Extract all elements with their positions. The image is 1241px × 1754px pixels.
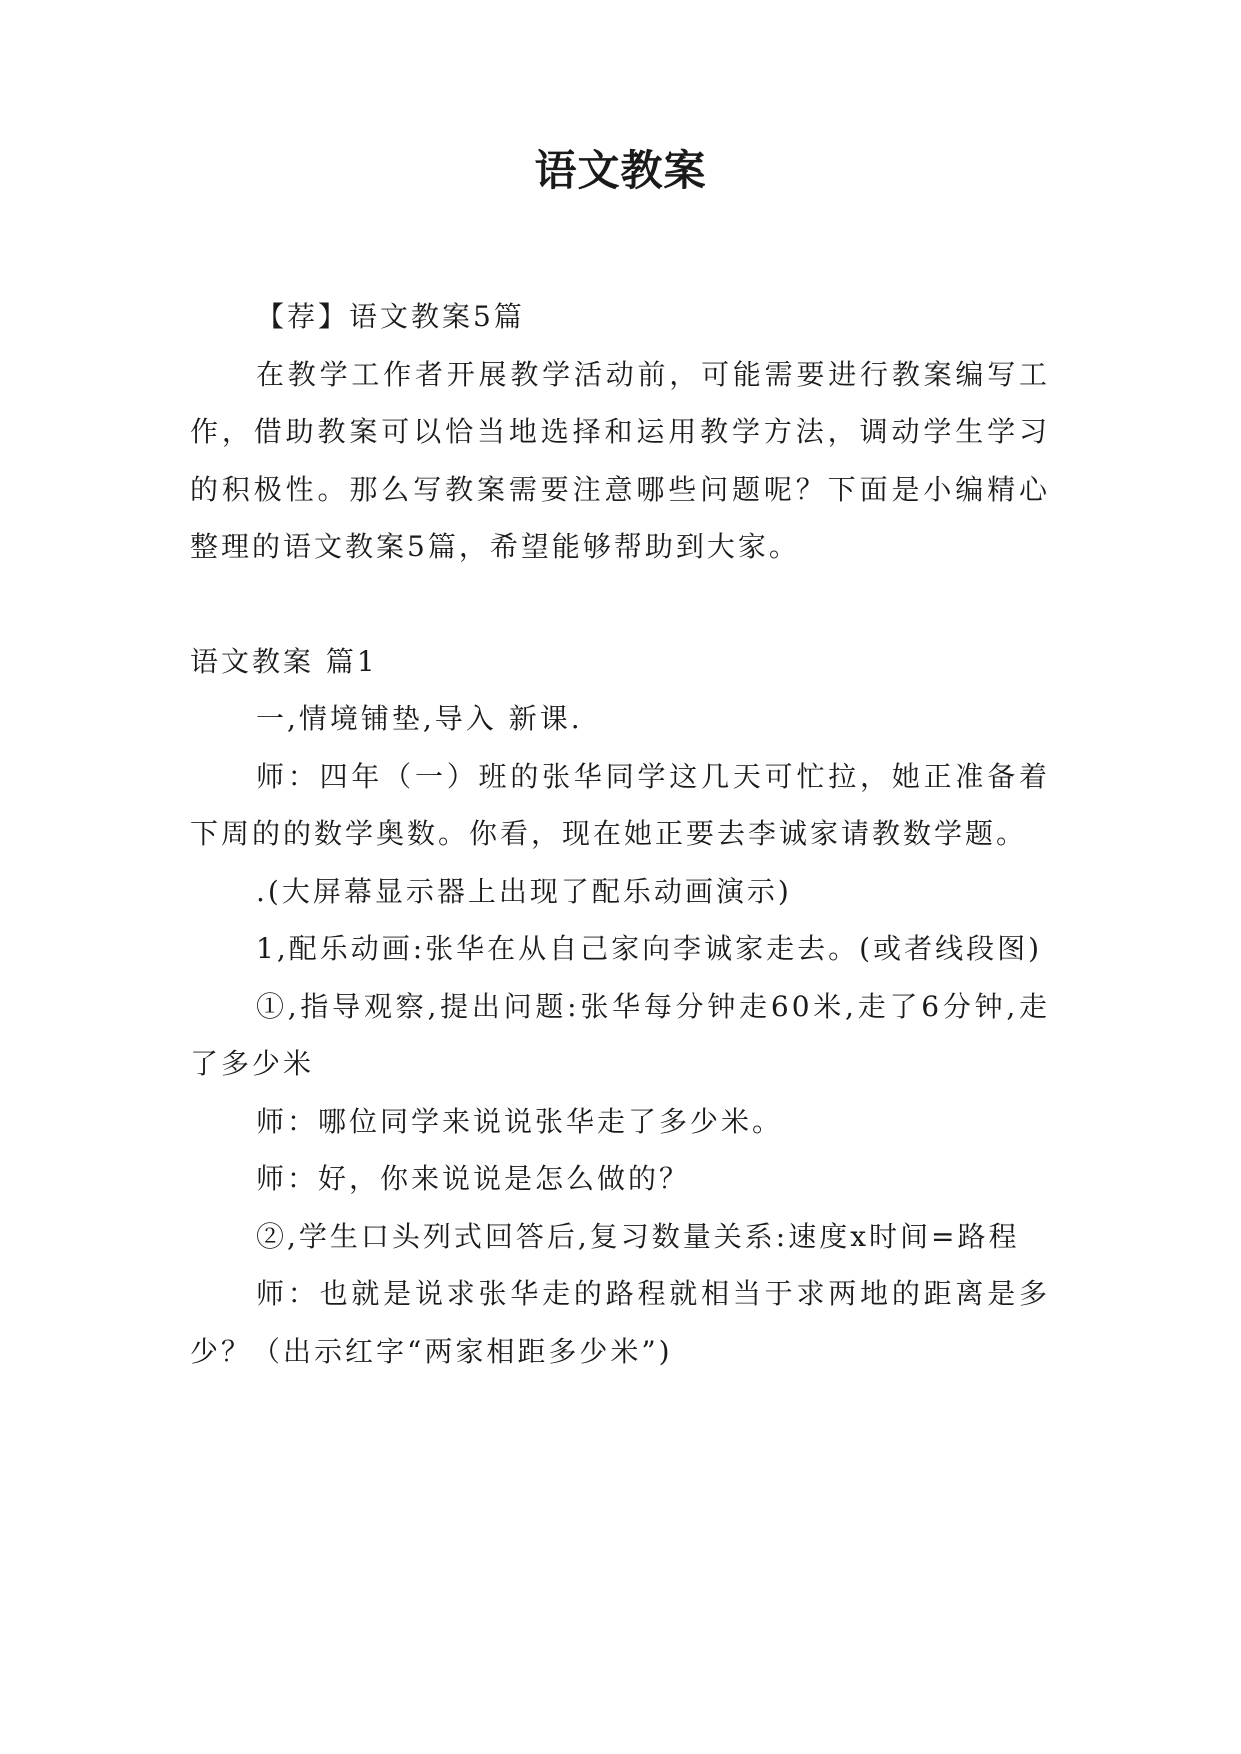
body-paragraph: .(大屏幕显示器上出现了配乐动画演示) xyxy=(256,874,792,908)
intro-paragraph: 在教学工作者开展教学活动前，可能需要进行教案编写工作，借助教案可以恰当地选择和运用教学方法，调动学生学习的积极性。那么写教案需要注意哪些问题呢？下面是小编精心整理的语文教案5篇，希望能够帮助到大家。 xyxy=(190,357,1050,563)
body-paragraph: 一,情境铺垫,导入 新课. xyxy=(256,702,583,735)
section-heading: 语文教案 篇1 xyxy=(190,644,378,678)
body-paragraph: ②,学生口头列式回答后,复习数量关系:速度x时间=路程 xyxy=(256,1219,1020,1253)
body-paragraph: 师：好，你来说说是怎么做的？ xyxy=(256,1162,691,1195)
document-title: 语文教案 xyxy=(534,146,707,195)
body-paragraph: 师：四年（一）班的张华同学这几天可忙拉，她正准备着下周的的数学奥数。你看，现在她正要去李诚家请教数学题。 xyxy=(190,759,1050,850)
body-paragraph: 师：哪位同学来说说张华走了多少米。 xyxy=(256,1104,784,1138)
body-paragraph: ①,指导观察,提出问题:张华每分钟走60米,走了6分钟,走了多少米 xyxy=(190,989,1050,1080)
recommend-line: 【荐】语文教案5篇 xyxy=(256,300,525,333)
body-paragraph: 师：也就是说求张华走的路程就相当于求两地的距离是多少？（出示红字“两家相距多少米”) xyxy=(190,1277,1050,1368)
body-paragraph: 1,配乐动画:张华在从自己家向李诚家走去。(或者线段图) xyxy=(256,932,1042,965)
document-body xyxy=(190,288,1050,1380)
